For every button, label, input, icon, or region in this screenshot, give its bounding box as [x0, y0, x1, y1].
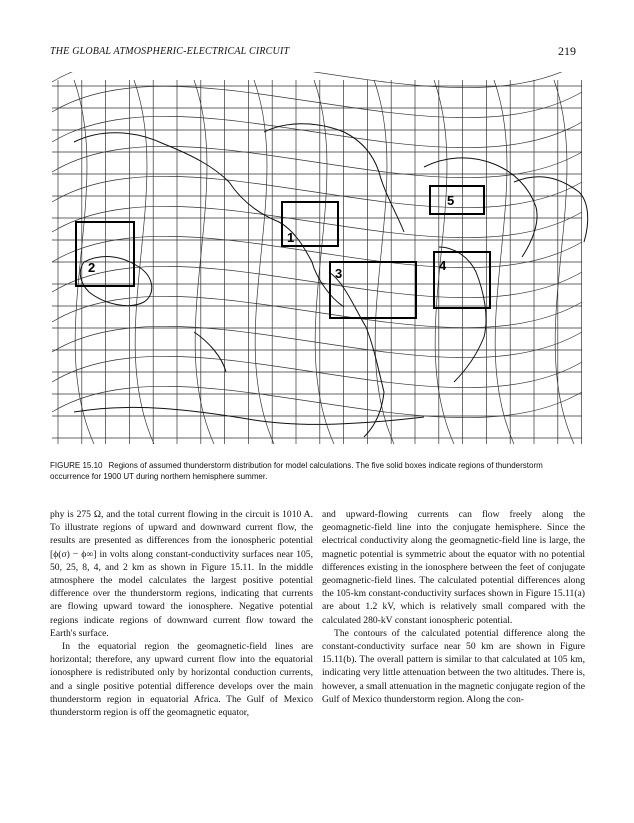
region-label-4: 4 — [439, 258, 447, 273]
page-number: 219 — [558, 44, 576, 58]
region-label-1: 1 — [287, 230, 295, 245]
running-title: THE GLOBAL ATMOSPHERIC-ELECTRICAL CIRCUIT — [50, 46, 290, 57]
body-column-right — [322, 508, 585, 706]
paragraph: The contours of the calculated potential difference along the constant-conductivity surface near 50 km are shown in Figure 15.11(b). The overall pattern is similar to that calculated at 105 km, indicating very little attenuation between the two altitudes. There is, however, a small attenuation in the magnetic conjugate region of the Gulf of Mexico thunderstorm region. Along the con- — [322, 627, 585, 705]
body-column-left — [50, 508, 313, 719]
paragraph: phy is 275 Ω, and the total current flowing in the circuit is 1010 A. To illustrate regions of upward and downward current flow, the results are presented as differences from the ionospheric potential [ϕ(σ) − ϕ∞] in volts along constant-conductivity surfaces near 105, 50, 25, 8, 4, and 2 km as shown in Figure 15.11. In the middle atmosphere the model calculates the largest positive potential difference over the thunderstorm regions, indicating that currents are flowing upward toward the ionosphere. Negative potential regions indicate regions of downward current flow toward the Earth's surface. — [50, 509, 313, 639]
caption-text: Regions of assumed thunderstorm distribution for model calculations. The five solid boxes indicate regions of thunderstorm occurrence for 1900 UT during northern hemisphere summer. — [50, 461, 543, 481]
region-label-5: 5 — [447, 193, 455, 208]
paragraph: and upward-flowing currents can flow freely along the geomagnetic-field line into the conjugate hemisphere. Since the electrical conductivity along the geomagnetic-field line is large, the magnetic potential is symmetric about the equator with no potential differences existing in the ionosphere between the feet of conjugate geomagnetic-field lines. The calculated potential differences along the 105-km constant-conductivity surfaces shown in Figure 15.11(a) are about 1.2 kV, which is relatively small compared with the calculated 280-kV constant ionospheric potential. — [322, 509, 585, 626]
figure-map — [44, 72, 590, 452]
figure-caption — [50, 460, 578, 482]
caption-label: FIGURE 15.10 — [50, 461, 103, 470]
region-label-2: 2 — [88, 260, 96, 275]
paragraph: In the equatorial region the geomagnetic-field lines are horizontal; therefore, any upward current flow into the equatorial ionosphere is redistributed only by horizontal conduction currents, and a single positive potential difference develops over the main thunderstorm region in equatorial Africa. The Gulf of Mexico thunderstorm region is off the geomagnetic equator, — [50, 641, 313, 719]
world-map-graphic — [44, 72, 590, 452]
region-label-3: 3 — [335, 266, 343, 281]
